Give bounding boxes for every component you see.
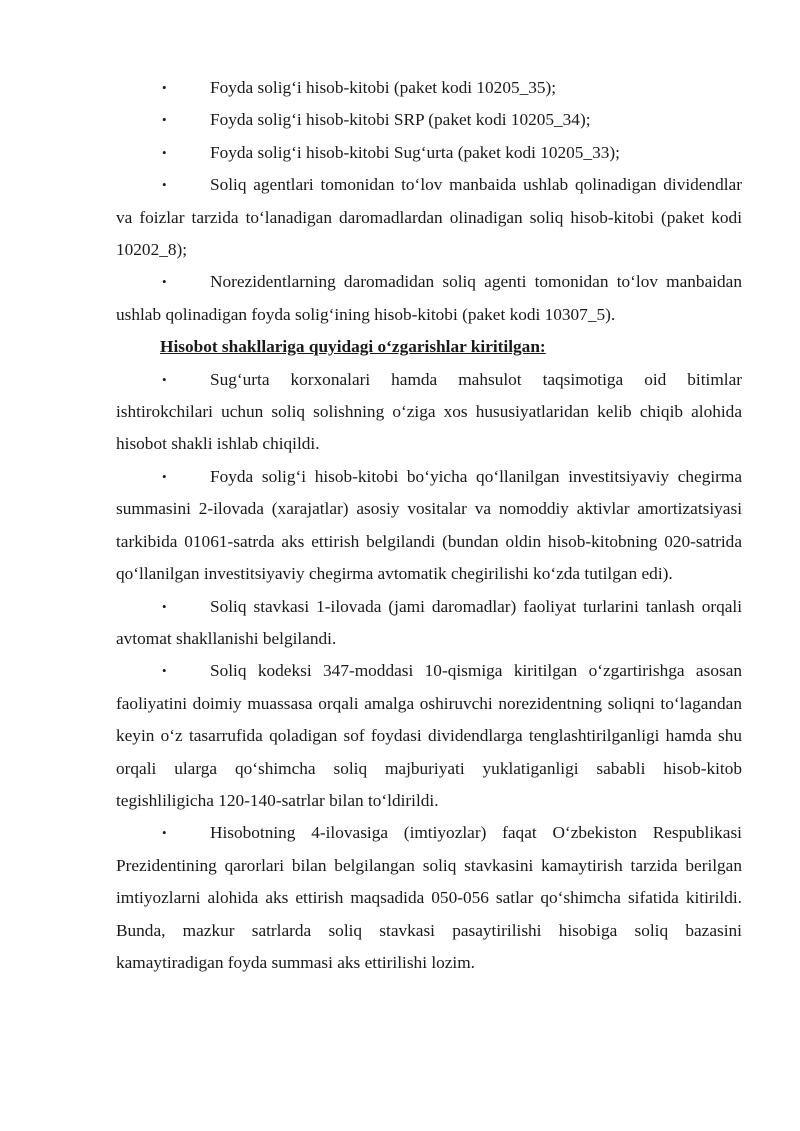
list-item — [116, 72, 742, 104]
list-item-text: Soliq stavkasi 1-ilovada (jami daromadlar) faoliyat turlarini tanlash orqali avtomat shakllanishi belgilandi. — [116, 596, 742, 648]
list-item — [116, 817, 742, 979]
list-item-text: Norezidentlarning daromadidan soliq agenti tomonidan to‘lov manbaidan ushlab qolinadigan foyda solig‘ining hisob-kitobi (paket kodi 10307_5). — [116, 272, 742, 324]
bullet-icon: • — [162, 825, 167, 841]
list-item — [116, 591, 742, 656]
bullet-icon: • — [162, 144, 167, 160]
list-item-text: Foyda solig‘i hisob-kitobi (paket kodi 10205_35); — [210, 78, 557, 97]
list-item — [116, 137, 742, 169]
list-item — [116, 655, 742, 817]
list-item-text: Sug‘urta korxonalari hamda mahsulot taqsimotiga oid bitimlar ishtirokchilari uchun soliq solishning o‘ziga xos hususiyatlaridan kelib chiqib alohida hisobot shakli ishlab chiqildi. — [116, 369, 742, 454]
list-item-text: Foyda solig‘i hisob-kitobi bo‘yicha qo‘llanilgan investitsiyaviy chegirma summasini 2-ilovada (xarajatlar) asosiy vositalar va nomoddiy aktivlar amortizatsiyasi tarkibida 01061-satrda aks ettirish belgilandi (bundan oldin hisob-kitobning 020-satrida qo‘llanilgan investitsiyaviy chegirma avtomatik chegirilishi ko‘zda tutilgan edi). — [116, 466, 742, 584]
list-item — [116, 104, 742, 136]
list-item-text: Foyda solig‘i hisob-kitobi SRP (paket kodi 10205_34); — [210, 110, 591, 130]
bullet-icon: • — [162, 598, 167, 614]
list-item — [116, 364, 742, 461]
list-item-text: Soliq agentlari tomonidan to‘lov manbaida ushlab qolinadigan dividendlar va foizlar tarzida to‘lanadigan daromadlardan olinadigan soliq hisob-kitobi (paket kodi 10202_8); — [116, 175, 742, 260]
list-item — [116, 169, 742, 266]
list-item-text: Hisobotning 4-ilovasiga (imtiyozlar) faqat O‘zbekiston Respublikasi Prezidentining qarorlari bilan belgilangan soliq stavkasini kamaytirish tarzida berilgan imtiyozlarni alohida aks ettirish maqsadida 050-056 satlar qo‘shimcha sifatida kitirildi. Bunda, mazkur satrlarda soliq stavkasi pasaytirilishi hisobiga soliq bazasini kamaytiradigan foyda summasi aks ettirilishi lozim. — [116, 823, 742, 972]
bullet-icon: • — [162, 663, 167, 679]
list-item — [116, 266, 742, 331]
list-item-text: Soliq kodeksi 347-moddasi 10-qismiga kiritilgan o‘zgartirishga asosan faoliyatini doimiy muassasa orqali amalga oshiruvchi norezidentning soliqni to‘lagandan keyin o‘z tasarrufida qoladigan sof foydasi dividendlarga tenglashtirilganligi hamda shu orqali ularga qo‘shimcha soliq majburiyati yuklatiganligi sababli hisob-kitob tegishliligicha 120-140-satrlar bilan to‘ldirildi. — [116, 661, 742, 810]
bullet-icon: • — [162, 112, 167, 128]
bullet-icon: • — [162, 274, 167, 290]
bullet-icon: • — [162, 177, 167, 193]
bullet-icon: • — [162, 80, 167, 95]
list-item-text: Foyda solig‘i hisob-kitobi Sug‘urta (paket kodi 10205_33); — [210, 142, 620, 162]
bullet-icon: • — [162, 371, 167, 387]
section-heading: Hisobot shakllariga quyidagi o‘zgarishlar kiritilgan: — [160, 337, 546, 357]
list-item — [116, 461, 742, 591]
bullet-icon: • — [162, 468, 167, 484]
